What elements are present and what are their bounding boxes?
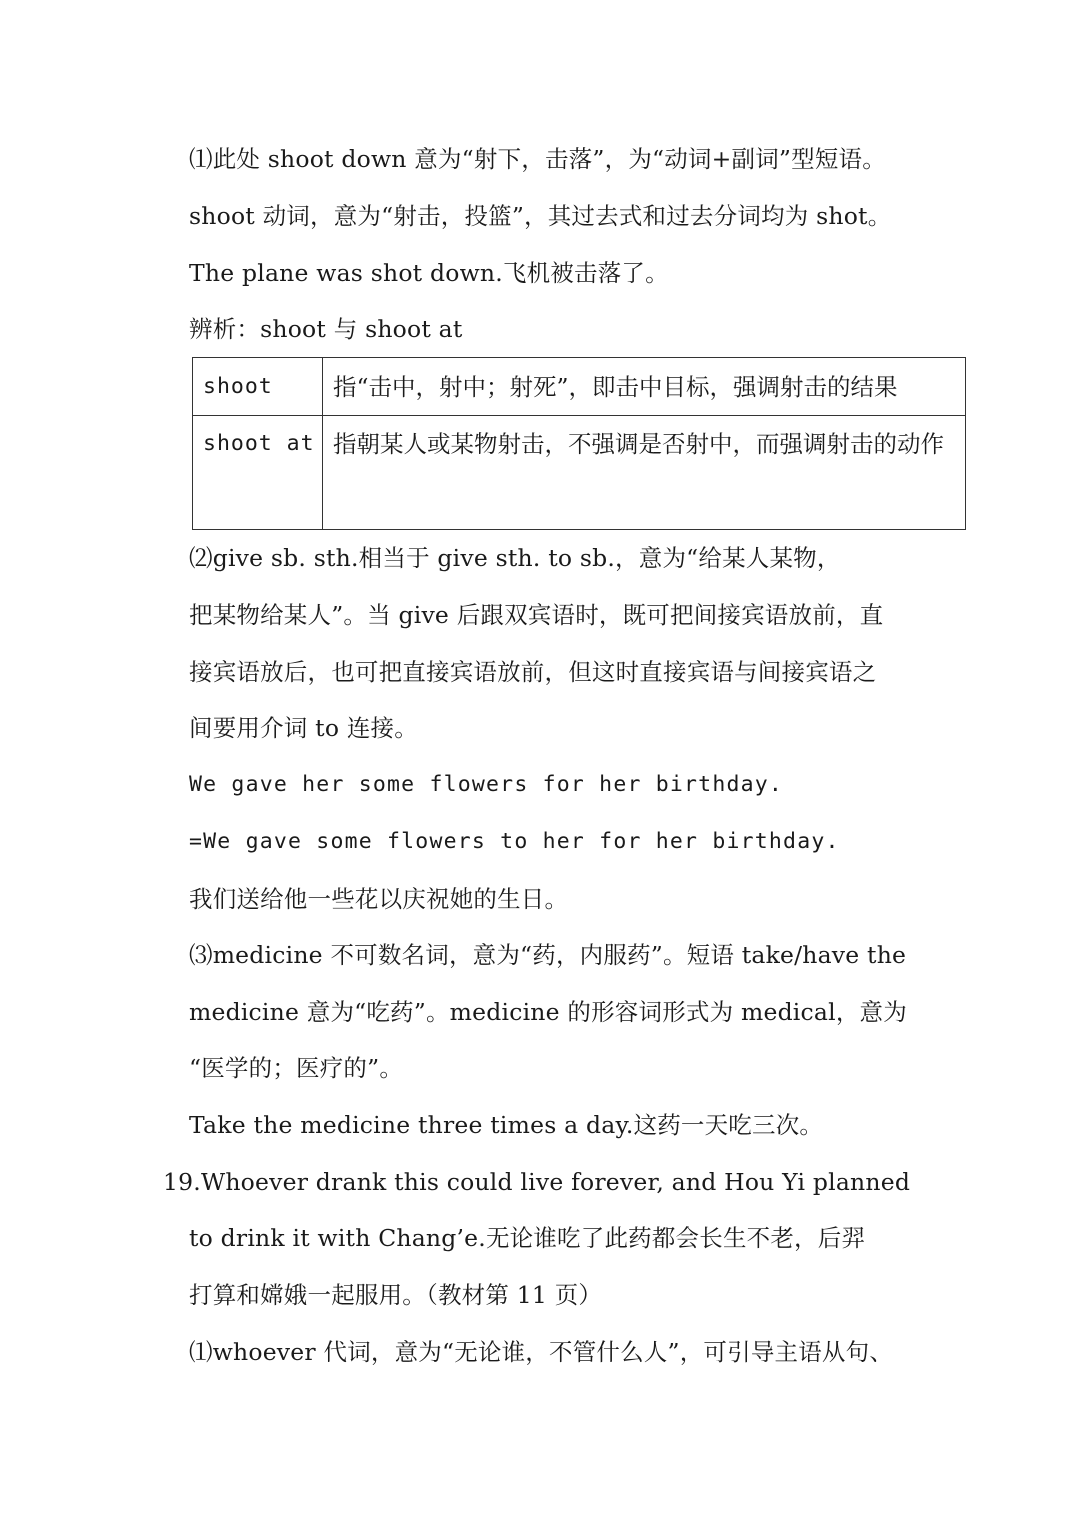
- text-line: ⑶medicine 不可数名词，意为“药，内服药”。短语 take/have the: [189, 941, 907, 969]
- comparison-table: [192, 357, 966, 530]
- text-line: 接宾语放后，也可把直接宾语放前，但这时直接宾语与间接宾语之: [189, 658, 877, 686]
- text-line: ⑴此处 shoot down 意为“射下，击落”，为“动词+副词”型短语。: [189, 145, 886, 173]
- table-cell-description: 指“击中，射中；射死”，即击中目标，强调射击的结果: [323, 358, 966, 416]
- table-row: [193, 358, 966, 416]
- table-cell-term: shoot: [193, 358, 323, 416]
- text-line: shoot 动词，意为“射击，投篮”，其过去式和过去分词均为 shot。: [189, 202, 892, 230]
- text-line: “医学的；医疗的”。: [189, 1054, 404, 1082]
- example-sentence: The plane was shot down.飞机被击落了。: [189, 259, 669, 287]
- table-row: [193, 416, 966, 530]
- example-sentence: =We gave some flowers to her for her birthday.: [189, 829, 840, 854]
- table-cell-description: 指朝某人或某物射击，不强调是否射中，而强调射击的动作: [323, 416, 966, 530]
- numbered-item-19: 19.Whoever drank this could live forever, and Hou Yi planned: [163, 1168, 911, 1196]
- example-sentence: Take the medicine three times a day.这药一天吃三次。: [189, 1111, 824, 1139]
- translation-line: 我们送给他一些花以庆祝她的生日。: [189, 885, 569, 913]
- text-line: 间要用介词 to 连接。: [189, 714, 418, 742]
- text-line: medicine 意为“吃药”。medicine 的形容词形式为 medical，意为: [189, 998, 907, 1026]
- text-line: ⑵give sb. sth.相当于 give sth. to sb.，意为“给某人某物，: [189, 544, 841, 572]
- text-line: to drink it with Chang’e.无论谁吃了此药都会长生不老，后羿: [189, 1224, 866, 1252]
- comparison-heading: 辨析：shoot 与 shoot at: [189, 315, 463, 343]
- text-line: 把某物给某人”。当 give 后跟双宾语时，既可把间接宾语放前，直: [189, 601, 884, 629]
- text-line: ⑴whoever 代词，意为“无论谁，不管什么人”，可引导主语从句、: [189, 1338, 894, 1366]
- example-sentence: We gave her some flowers for her birthday.: [189, 772, 784, 797]
- table-cell-term: shoot at: [193, 416, 323, 530]
- text-line: 打算和嫦娥一起服用。（教材第 11 页）: [189, 1281, 603, 1309]
